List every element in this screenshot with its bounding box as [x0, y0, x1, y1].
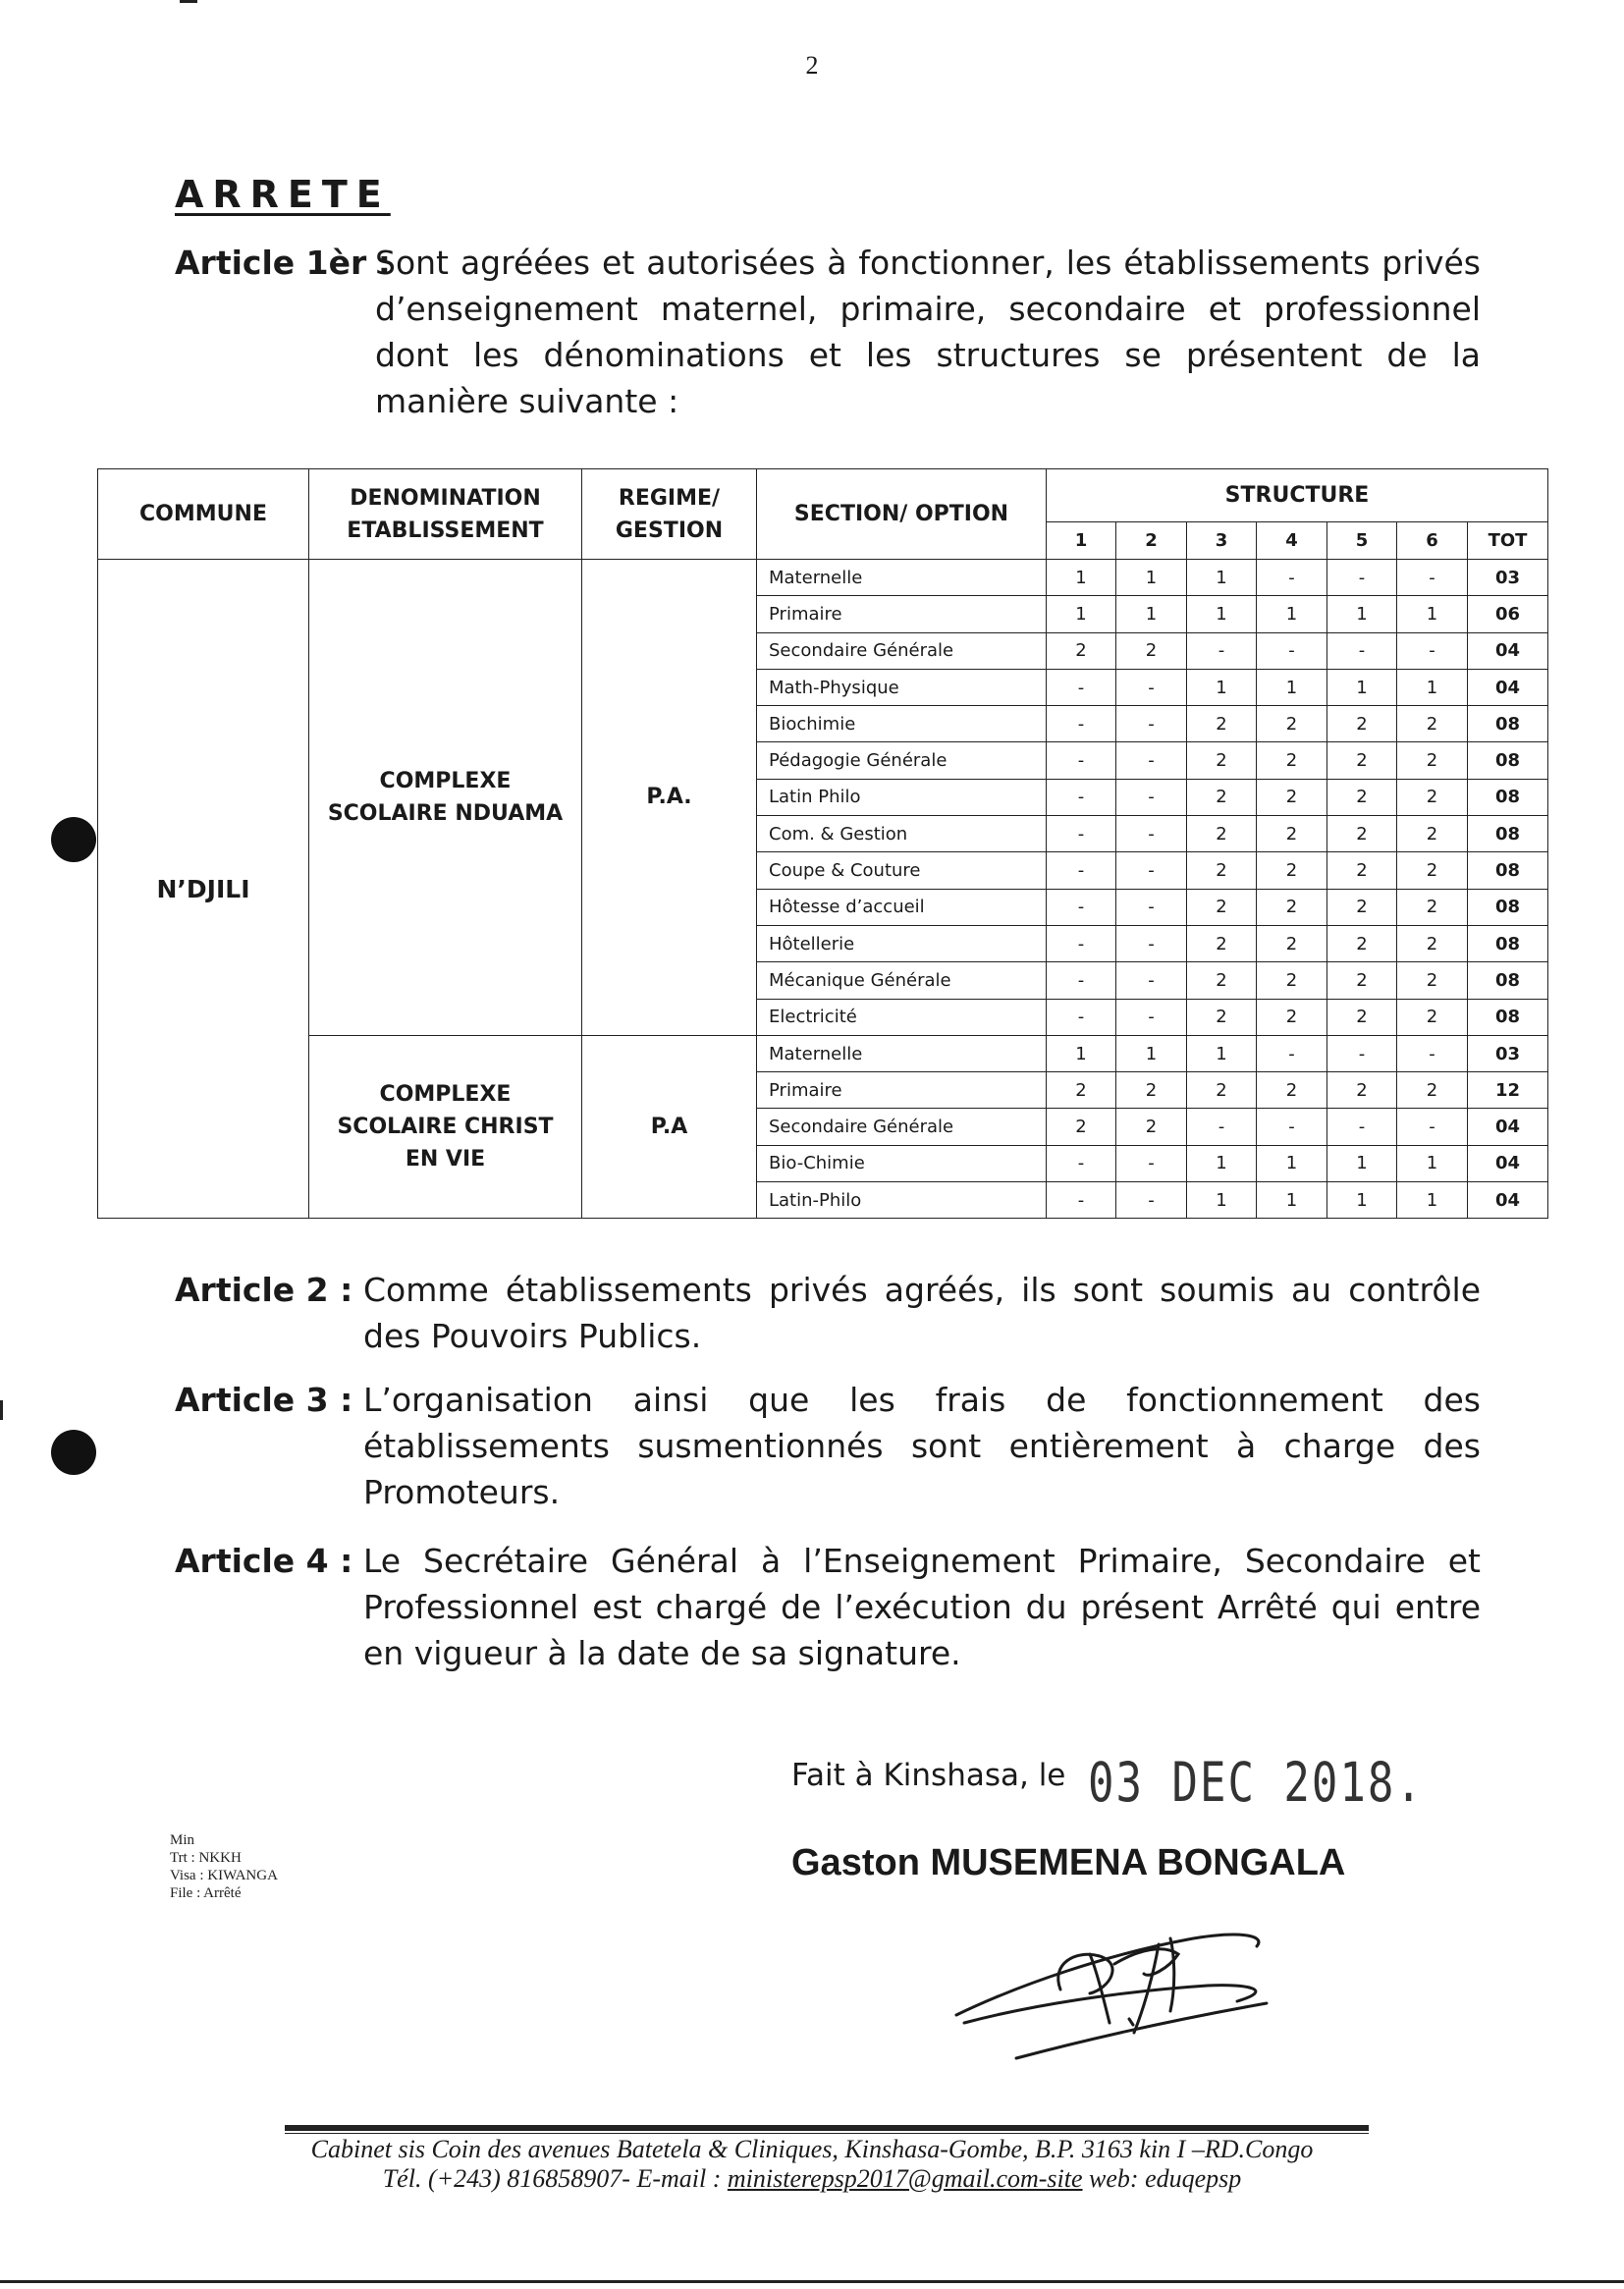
- establishment-name: COMPLEXE SCOLAIRE CHRIST EN VIE: [309, 1035, 582, 1218]
- section-cell: Secondaire Générale: [757, 1109, 1047, 1145]
- article-3: [175, 1377, 1490, 1534]
- structure-cell: 1: [1397, 1182, 1468, 1219]
- structure-cell: 2: [1257, 999, 1327, 1035]
- section-cell: Math-Physique: [757, 669, 1047, 705]
- total-cell: 06: [1468, 596, 1548, 632]
- structure-cell: 1: [1187, 596, 1257, 632]
- structure-cell: -: [1327, 632, 1397, 669]
- footer-divider: [285, 2133, 1369, 2134]
- structure-cell: 2: [1397, 779, 1468, 815]
- structure-cell: 2: [1327, 889, 1397, 925]
- structure-cell: -: [1116, 1145, 1187, 1181]
- col-header-structure: STRUCTURE: [1047, 469, 1548, 522]
- structure-cell: 2: [1187, 889, 1257, 925]
- structure-cell: 2: [1187, 852, 1257, 889]
- article-label: Article 4 :: [175, 1542, 353, 1580]
- structure-cell: 2: [1327, 999, 1397, 1035]
- structure-table: [97, 468, 1548, 1219]
- total-cell: 04: [1468, 1182, 1548, 1219]
- structure-cell: -: [1047, 669, 1116, 705]
- col-header-year: 2: [1116, 522, 1187, 560]
- section-cell: Com. & Gestion: [757, 816, 1047, 852]
- total-cell: 08: [1468, 779, 1548, 815]
- article-label: Article 1èr :: [175, 244, 391, 282]
- table-body: [98, 560, 1548, 1219]
- structure-cell: 1: [1397, 1145, 1468, 1181]
- structure-cell: -: [1116, 669, 1187, 705]
- structure-cell: -: [1116, 925, 1187, 961]
- reference-line: File : Arrêté: [170, 1885, 242, 1901]
- col-header-year: 5: [1327, 522, 1397, 560]
- structure-cell: 1: [1116, 560, 1187, 596]
- structure-cell: -: [1047, 1145, 1116, 1181]
- structure-cell: 2: [1116, 1072, 1187, 1109]
- structure-cell: -: [1047, 742, 1116, 779]
- structure-cell: 2: [1257, 779, 1327, 815]
- structure-cell: -: [1116, 889, 1187, 925]
- structure-cell: 1: [1047, 560, 1116, 596]
- punch-hole: [51, 817, 96, 862]
- structure-cell: 2: [1187, 779, 1257, 815]
- structure-cell: 1: [1187, 1035, 1257, 1071]
- structure-cell: -: [1116, 1182, 1187, 1219]
- total-cell: 03: [1468, 1035, 1548, 1071]
- structure-cell: -: [1116, 742, 1187, 779]
- structure-cell: 1: [1327, 1182, 1397, 1219]
- structure-cell: -: [1047, 852, 1116, 889]
- structure-cell: 2: [1327, 779, 1397, 815]
- structure-cell: 2: [1397, 742, 1468, 779]
- section-cell: Coupe & Couture: [757, 852, 1047, 889]
- structure-cell: -: [1257, 560, 1327, 596]
- col-header-year: 3: [1187, 522, 1257, 560]
- total-cell: 04: [1468, 669, 1548, 705]
- structure-cell: -: [1047, 706, 1116, 742]
- structure-cell: 1: [1187, 669, 1257, 705]
- col-header-total: TOT: [1468, 522, 1548, 560]
- structure-cell: -: [1327, 1035, 1397, 1071]
- structure-cell: -: [1257, 632, 1327, 669]
- structure-cell: 2: [1257, 816, 1327, 852]
- section-cell: Primaire: [757, 596, 1047, 632]
- structure-cell: 2: [1397, 852, 1468, 889]
- structure-cell: 2: [1257, 742, 1327, 779]
- structure-cell: 2: [1187, 706, 1257, 742]
- structure-cell: 2: [1257, 925, 1327, 961]
- col-header-year: 1: [1047, 522, 1116, 560]
- date-stamp: 03 DEC 2018.: [1088, 1752, 1424, 1815]
- structure-cell: 2: [1327, 816, 1397, 852]
- structure-cell: -: [1257, 1035, 1327, 1071]
- total-cell: 08: [1468, 706, 1548, 742]
- total-cell: 08: [1468, 925, 1548, 961]
- structure-cell: 2: [1187, 925, 1257, 961]
- structure-cell: -: [1397, 632, 1468, 669]
- page-number: 2: [805, 51, 819, 80]
- section-cell: Maternelle: [757, 1035, 1047, 1071]
- structure-cell: -: [1116, 779, 1187, 815]
- col-header-section: SECTION/ OPTION: [757, 469, 1047, 560]
- section-cell: Pédagogie Générale: [757, 742, 1047, 779]
- footer-address: Cabinet sis Coin des avenues Batetela & Cliniques, Kinshasa-Gombe, B.P. 3163 kin I –RD.Congo: [310, 2135, 1314, 2163]
- reference-line: Min: [170, 1832, 195, 1848]
- structure-cell: 2: [1327, 1072, 1397, 1109]
- structure-cell: 2: [1257, 889, 1327, 925]
- structure-cell: -: [1047, 779, 1116, 815]
- structure-cell: 2: [1327, 742, 1397, 779]
- article-text: L’organisation ainsi que les frais de fonctionnement des établissements susmentionnés sont entièrement à charge des Promoteurs.: [363, 1381, 1481, 1511]
- punch-hole: [51, 1430, 96, 1475]
- scan-mark-left: [0, 1400, 3, 1420]
- structure-cell: 1: [1257, 596, 1327, 632]
- structure-cell: -: [1047, 1182, 1116, 1219]
- structure-cell: 2: [1047, 1109, 1116, 1145]
- structure-cell: 2: [1327, 925, 1397, 961]
- total-cell: 08: [1468, 816, 1548, 852]
- regime-cell: P.A: [582, 1035, 757, 1218]
- article-label: Article 2 :: [175, 1271, 353, 1309]
- total-cell: 08: [1468, 999, 1548, 1035]
- total-cell: 04: [1468, 1109, 1548, 1145]
- structure-cell: 2: [1397, 889, 1468, 925]
- structure-cell: 1: [1116, 1035, 1187, 1071]
- structure-cell: -: [1116, 816, 1187, 852]
- structure-cell: -: [1047, 889, 1116, 925]
- page-bottom-edge: [0, 2280, 1624, 2283]
- structure-cell: 2: [1397, 816, 1468, 852]
- structure-cell: 1: [1116, 596, 1187, 632]
- table-row: [98, 1035, 1548, 1071]
- structure-cell: -: [1257, 1109, 1327, 1145]
- commune-cell: N’DJILI: [98, 560, 309, 1219]
- structure-cell: -: [1116, 962, 1187, 999]
- structure-cell: 2: [1397, 925, 1468, 961]
- total-cell: 12: [1468, 1072, 1548, 1109]
- col-header-regime: REGIME/ GESTION: [582, 469, 757, 560]
- structure-cell: 2: [1327, 962, 1397, 999]
- col-header-year: 6: [1397, 522, 1468, 560]
- structure-cell: 2: [1116, 632, 1187, 669]
- section-cell: Hôtesse d’accueil: [757, 889, 1047, 925]
- reference-line: Trt : NKKH: [170, 1850, 242, 1866]
- section-cell: Maternelle: [757, 560, 1047, 596]
- structure-cell: 2: [1257, 706, 1327, 742]
- structure-cell: -: [1187, 1109, 1257, 1145]
- structure-cell: -: [1047, 816, 1116, 852]
- structure-cell: 2: [1257, 852, 1327, 889]
- article-label: Article 3 :: [175, 1381, 353, 1419]
- structure-cell: -: [1047, 962, 1116, 999]
- article-4: [175, 1538, 1490, 1695]
- structure-cell: -: [1187, 632, 1257, 669]
- footer-email-link[interactable]: ministerepsp2017@gmail.com-site: [727, 2164, 1083, 2193]
- handwritten-signature: [943, 1895, 1316, 2072]
- structure-cell: 1: [1187, 1145, 1257, 1181]
- table-row: [98, 560, 1548, 596]
- section-cell: Latin Philo: [757, 779, 1047, 815]
- col-header-commune: COMMUNE: [98, 469, 309, 560]
- section-cell: Mécanique Générale: [757, 962, 1047, 999]
- scan-mark-top: [180, 0, 197, 3]
- structure-cell: 1: [1187, 1182, 1257, 1219]
- structure-cell: -: [1397, 1035, 1468, 1071]
- section-cell: Electricité: [757, 999, 1047, 1035]
- structure-cell: 2: [1047, 632, 1116, 669]
- structure-cell: 1: [1047, 596, 1116, 632]
- structure-cell: 1: [1257, 669, 1327, 705]
- col-header-year: 4: [1257, 522, 1327, 560]
- total-cell: 04: [1468, 1145, 1548, 1181]
- structure-cell: 1: [1397, 596, 1468, 632]
- structure-cell: 2: [1187, 816, 1257, 852]
- structure-cell: 1: [1187, 560, 1257, 596]
- structure-cell: 2: [1187, 742, 1257, 779]
- reference-notes: [170, 1831, 278, 1902]
- establishment-name: COMPLEXE SCOLAIRE NDUAMA: [309, 560, 582, 1036]
- reference-line: Visa : KIWANGA: [170, 1868, 278, 1883]
- footer-divider: [285, 2125, 1369, 2131]
- structure-cell: 2: [1257, 1072, 1327, 1109]
- section-cell: Biochimie: [757, 706, 1047, 742]
- section-cell: Primaire: [757, 1072, 1047, 1109]
- col-header-denomination: DENOMINATION ETABLISSEMENT: [309, 469, 582, 560]
- article-text: Sont agréées et autorisées à fonctionner, les établissements privés d’enseignement maternel, primaire, secondaire et professionnel dont les dénominations et les structures se présentent de la manière suivante :: [375, 244, 1481, 420]
- structure-cell: 2: [1397, 999, 1468, 1035]
- page-title: ARRETE: [175, 173, 391, 216]
- article-2: [175, 1267, 1490, 1375]
- structure-cell: -: [1047, 999, 1116, 1035]
- section-cell: Latin-Philo: [757, 1182, 1047, 1219]
- structure-cell: -: [1327, 560, 1397, 596]
- structure-cell: 1: [1397, 669, 1468, 705]
- structure-cell: 1: [1257, 1145, 1327, 1181]
- total-cell: 04: [1468, 632, 1548, 669]
- structure-cell: 1: [1257, 1182, 1327, 1219]
- structure-cell: 2: [1187, 999, 1257, 1035]
- section-cell: Secondaire Générale: [757, 632, 1047, 669]
- article-text: Comme établissements privés agréés, ils sont soumis au contrôle des Pouvoirs Publics.: [363, 1271, 1481, 1355]
- section-cell: Bio-Chimie: [757, 1145, 1047, 1181]
- footer-contact: [0, 2164, 1624, 2194]
- structure-cell: -: [1116, 706, 1187, 742]
- structure-cell: 2: [1397, 1072, 1468, 1109]
- article-1: [175, 240, 1490, 436]
- total-cell: 08: [1468, 852, 1548, 889]
- structure-cell: 1: [1047, 1035, 1116, 1071]
- structure-cell: -: [1327, 1109, 1397, 1145]
- structure-cell: -: [1047, 925, 1116, 961]
- structure-cell: 2: [1397, 706, 1468, 742]
- section-cell: Hôtellerie: [757, 925, 1047, 961]
- structure-cell: 1: [1327, 1145, 1397, 1181]
- structure-cell: -: [1116, 999, 1187, 1035]
- structure-cell: 2: [1397, 962, 1468, 999]
- total-cell: 08: [1468, 962, 1548, 999]
- structure-cell: 2: [1116, 1109, 1187, 1145]
- signatory-name: Gaston MUSEMENA BONGALA: [791, 1842, 1346, 1883]
- total-cell: 08: [1468, 889, 1548, 925]
- total-cell: 08: [1468, 742, 1548, 779]
- structure-cell: -: [1116, 852, 1187, 889]
- article-text: Le Secrétaire Général à l’Enseignement Primaire, Secondaire et Professionnel est chargé de l’exécution du présent Arrêté qui entre en vigueur à la date de sa signature.: [363, 1542, 1481, 1672]
- total-cell: 03: [1468, 560, 1548, 596]
- structure-cell: -: [1397, 1109, 1468, 1145]
- structure-cell: 2: [1327, 852, 1397, 889]
- structure-cell: 2: [1047, 1072, 1116, 1109]
- structure-cell: 1: [1327, 669, 1397, 705]
- structure-cell: 2: [1257, 962, 1327, 999]
- regime-cell: P.A.: [582, 560, 757, 1036]
- structure-cell: 2: [1187, 1072, 1257, 1109]
- structure-cell: 2: [1327, 706, 1397, 742]
- footer-phone: Tél. (+243) 816858907- E-mail :: [382, 2164, 722, 2193]
- structure-cell: 1: [1327, 596, 1397, 632]
- footer-website: web: eduqepsp: [1089, 2164, 1242, 2193]
- structure-cell: 2: [1187, 962, 1257, 999]
- structure-cell: -: [1397, 560, 1468, 596]
- place-date-label: Fait à Kinshasa, le: [791, 1758, 1066, 1793]
